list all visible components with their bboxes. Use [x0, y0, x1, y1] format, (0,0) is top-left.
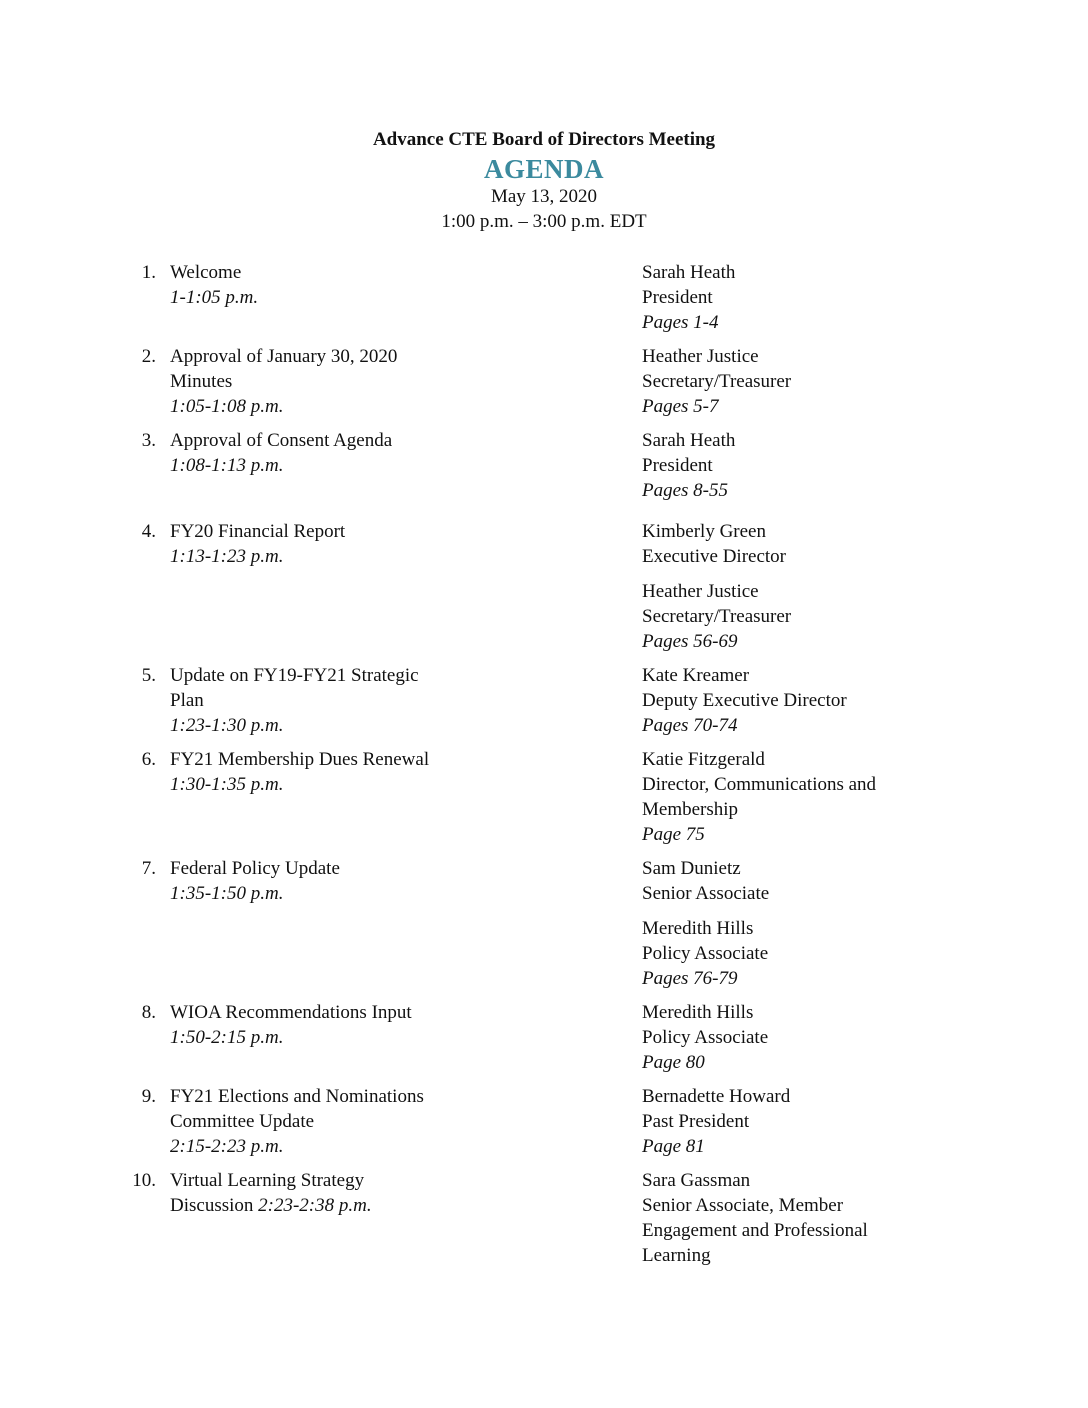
presenter-role-cont: Engagement and Professional — [642, 1220, 868, 1241]
item-title: FY21 Elections and Nominations — [170, 1086, 424, 1107]
item-title: Approval of January 30, 2020 — [170, 346, 398, 367]
item-pages: Page 75 — [642, 824, 705, 845]
item-number: 8. — [141, 1002, 156, 1023]
presenter-role: Deputy Executive Director — [642, 690, 847, 711]
presenter-role: Past President — [642, 1111, 750, 1132]
item-topic — [170, 663, 500, 738]
item-title-cont: Committee Update — [170, 1111, 315, 1132]
item-topic — [170, 1168, 500, 1218]
item-number: 7. — [141, 858, 156, 879]
presenter-role: Director, Communications and — [642, 774, 877, 795]
item-title: Welcome — [170, 262, 242, 283]
presenter-name: Heather Justice — [642, 346, 759, 367]
presenter-name: Sara Gassman — [642, 1170, 751, 1191]
presenter-role: Senior Associate — [642, 883, 770, 904]
presenter-name: Sam Dunietz — [642, 858, 741, 879]
item-topic — [170, 260, 500, 310]
item-presenters — [642, 663, 932, 738]
item-title: Approval of Consent Agenda — [170, 430, 393, 451]
item-presenters — [642, 1168, 932, 1268]
item-topic — [170, 519, 500, 569]
item-title: FY21 Membership Dues Renewal — [170, 749, 430, 770]
item-pages: Pages 56-69 — [642, 631, 738, 652]
presenter-role-cont: Membership — [642, 799, 739, 820]
item-topic — [170, 856, 500, 906]
item-time: 1:35-1:50 p.m. — [170, 883, 284, 904]
item-number: 6. — [141, 749, 156, 770]
item-time: 1:13-1:23 p.m. — [170, 546, 284, 567]
item-presenters — [642, 1000, 932, 1075]
item-number: 4. — [141, 521, 156, 542]
item-presenters — [642, 260, 932, 335]
item-topic — [170, 1000, 500, 1050]
item-topic — [170, 1084, 500, 1159]
presenter-name: Kimberly Green — [642, 521, 766, 542]
item-pages: Pages 76-79 — [642, 968, 738, 989]
presenter-name: Katie Fitzgerald — [642, 749, 765, 770]
item-pages: Pages 5-7 — [642, 396, 719, 417]
item-time: 2:15-2:23 p.m. — [170, 1136, 284, 1157]
item-topic — [170, 428, 500, 478]
presenter-name: Bernadette Howard — [642, 1086, 791, 1107]
presenter-name: Meredith Hills — [642, 1002, 754, 1023]
presenter-name: Kate Kreamer — [642, 665, 750, 686]
presenter-role-cont: Learning — [642, 1245, 711, 1266]
item-number: 5. — [141, 665, 156, 686]
item-number: 1. — [141, 262, 156, 283]
agenda-heading: AGENDA — [483, 154, 604, 184]
item-pages: Pages 8-55 — [642, 480, 729, 501]
item-pages: Page 80 — [642, 1052, 705, 1073]
presenter-name: Sarah Heath — [642, 430, 736, 451]
presenter-role: Secretary/Treasurer — [642, 371, 792, 392]
presenter-role: President — [642, 455, 713, 476]
item-number: 2. — [141, 346, 156, 367]
item-time: 1-1:05 p.m. — [170, 287, 259, 308]
presenter-role: Senior Associate, Member — [642, 1195, 844, 1216]
item-title: Update on FY19-FY21 Strategic — [170, 665, 419, 686]
item-presenters — [642, 747, 932, 847]
item-time: 1:05-1:08 p.m. — [170, 396, 284, 417]
presenter-role: President — [642, 287, 713, 308]
item-time: 2:23-2:38 p.m. — [258, 1195, 372, 1216]
item-number: 10. — [132, 1170, 156, 1191]
presenter-name: Heather Justice — [642, 581, 759, 602]
item-time: 1:50-2:15 p.m. — [170, 1027, 284, 1048]
item-number: 9. — [141, 1086, 156, 1107]
item-time: 1:23-1:30 p.m. — [170, 715, 284, 736]
item-title: FY20 Financial Report — [170, 521, 346, 542]
item-title-cont: Minutes — [170, 371, 233, 392]
presenter-role: Executive Director — [642, 546, 787, 567]
presenter-role: Policy Associate — [642, 1027, 769, 1048]
item-title: WIOA Recommendations Input — [170, 1002, 412, 1023]
item-presenters — [642, 344, 932, 419]
item-presenters — [642, 519, 932, 654]
item-number: 3. — [141, 430, 156, 451]
item-topic — [170, 344, 500, 419]
presenter-role: Policy Associate — [642, 943, 769, 964]
item-pages: Page 81 — [642, 1136, 705, 1157]
item-presenters — [642, 428, 932, 503]
org-title: Advance CTE Board of Directors Meeting — [372, 129, 716, 150]
presenter-role: Secretary/Treasurer — [642, 606, 792, 627]
item-pages: Pages 70-74 — [642, 715, 738, 736]
presenter-name: Sarah Heath — [642, 262, 736, 283]
item-title-cont: Plan — [170, 690, 204, 711]
item-presenters — [642, 856, 932, 991]
item-time: 1:08-1:13 p.m. — [170, 455, 284, 476]
item-time: 1:30-1:35 p.m. — [170, 774, 284, 795]
item-pages: Pages 1-4 — [642, 312, 719, 333]
item-topic — [170, 747, 500, 797]
presenter-name: Meredith Hills — [642, 918, 754, 939]
item-title: Virtual Learning Strategy — [170, 1170, 365, 1191]
item-title: Federal Policy Update — [170, 858, 340, 879]
item-title-word: Discussion — [170, 1195, 254, 1216]
meeting-date: May 13, 2020 — [490, 186, 598, 207]
item-presenters — [642, 1084, 932, 1159]
item-title-cont — [170, 1193, 500, 1218]
meeting-time: 1:00 p.m. – 3:00 p.m. EDT — [441, 211, 647, 232]
